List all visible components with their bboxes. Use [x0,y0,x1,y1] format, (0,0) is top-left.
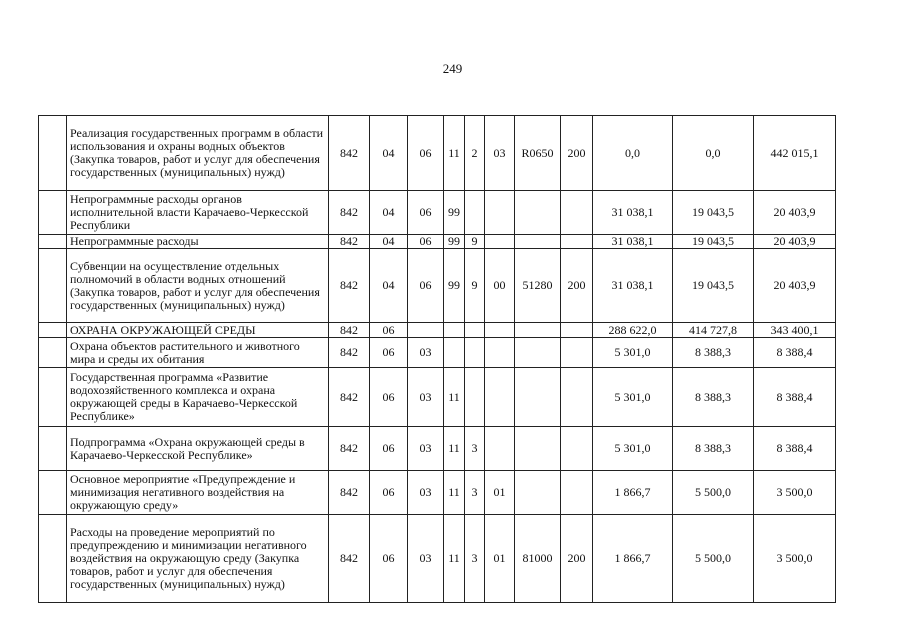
cell-c8 [561,368,593,427]
cell-c7 [515,235,561,249]
cell-c1: 842 [329,515,370,603]
cell-c4: 99 [444,249,465,323]
cell-c2: 04 [370,249,408,323]
cell-c3: 06 [408,116,444,191]
cell-c3: 06 [408,235,444,249]
row-name: ОХРАНА ОКРУЖАЮЩЕЙ СРЕДЫ [67,323,329,338]
cell-v3: 442 015,1 [754,116,836,191]
cell-c5: 3 [465,515,485,603]
cell-c2: 04 [370,116,408,191]
cell-v1: 31 038,1 [593,235,673,249]
cell-c7 [515,191,561,235]
cell-c7 [515,471,561,515]
table-row [39,116,836,191]
cell-c5 [465,191,485,235]
cell-c1: 842 [329,471,370,515]
cell-c8 [561,338,593,368]
row-margin-cell [39,338,67,368]
cell-c7: 51280 [515,249,561,323]
cell-c2: 06 [370,471,408,515]
cell-c6 [485,323,515,338]
table-body [39,116,836,603]
cell-v2: 8 388,3 [673,368,754,427]
cell-c6 [485,338,515,368]
cell-c5 [465,368,485,427]
cell-v1: 1 866,7 [593,471,673,515]
cell-v3: 343 400,1 [754,323,836,338]
cell-c1: 842 [329,338,370,368]
cell-c4: 99 [444,235,465,249]
cell-c1: 842 [329,191,370,235]
cell-c7: R0650 [515,116,561,191]
cell-c5 [465,323,485,338]
cell-c1: 842 [329,249,370,323]
cell-c4 [444,323,465,338]
row-margin-cell [39,323,67,338]
row-margin-cell [39,471,67,515]
cell-v3: 3 500,0 [754,515,836,603]
row-margin-cell [39,515,67,603]
cell-c6: 01 [485,471,515,515]
row-margin-cell [39,427,67,471]
cell-v3: 20 403,9 [754,191,836,235]
cell-v1: 288 622,0 [593,323,673,338]
cell-v1: 31 038,1 [593,249,673,323]
page-number: 249 [442,61,463,76]
cell-v2: 5 500,0 [673,515,754,603]
cell-c7 [515,427,561,471]
cell-c3: 03 [408,338,444,368]
table-row [39,471,836,515]
cell-c2: 04 [370,235,408,249]
cell-v2: 19 043,5 [673,249,754,323]
cell-v2: 8 388,3 [673,338,754,368]
cell-c4: 11 [444,515,465,603]
budget-table [38,115,836,603]
cell-v1: 5 301,0 [593,338,673,368]
table-row [39,338,836,368]
cell-c5 [465,338,485,368]
cell-c1: 842 [329,427,370,471]
cell-c6 [485,368,515,427]
cell-v1: 5 301,0 [593,368,673,427]
cell-v3: 20 403,9 [754,249,836,323]
cell-c1: 842 [329,323,370,338]
cell-c1: 842 [329,235,370,249]
cell-c5: 3 [465,427,485,471]
row-margin-cell [39,368,67,427]
row-name: Субвенции на осуществление отдельных полномочий в области водных отношений (Закупка товаров, работ и услуг для обеспечения государственных (муниципальных) нужд) [67,249,329,323]
cell-c5: 2 [465,116,485,191]
cell-v3: 3 500,0 [754,471,836,515]
cell-c3: 03 [408,515,444,603]
cell-c4 [444,338,465,368]
cell-c8 [561,427,593,471]
cell-v3: 8 388,4 [754,427,836,471]
cell-v2: 0,0 [673,116,754,191]
cell-c6: 03 [485,116,515,191]
cell-v2: 5 500,0 [673,471,754,515]
row-name: Расходы на проведение мероприятий по предупреждению и минимизации негативного воздействия на окружающую среду (Закупка товаров, работ и услуг для обеспечения государственных (муниципальных) нужд) [67,515,329,603]
cell-c3: 03 [408,471,444,515]
row-name: Реализация государственных программ в области использования и охраны водных объектов (Закупка товаров, работ и услуг для обеспечения государственных (муниципальных) нужд) [67,116,329,191]
table-row [39,427,836,471]
cell-c4: 99 [444,191,465,235]
cell-c4: 11 [444,116,465,191]
row-margin-cell [39,249,67,323]
cell-v2: 19 043,5 [673,191,754,235]
table-row [39,368,836,427]
cell-c5: 9 [465,235,485,249]
cell-c8: 200 [561,515,593,603]
cell-c6 [485,191,515,235]
row-margin-cell [39,191,67,235]
cell-c3 [408,323,444,338]
cell-c2: 04 [370,191,408,235]
table-row [39,235,836,249]
cell-v1: 5 301,0 [593,427,673,471]
cell-c4: 11 [444,427,465,471]
table-row [39,515,836,603]
cell-c6 [485,235,515,249]
cell-c6: 01 [485,515,515,603]
cell-v3: 8 388,4 [754,368,836,427]
cell-c7: 81000 [515,515,561,603]
table-row [39,249,836,323]
cell-v2: 19 043,5 [673,235,754,249]
row-name: Государственная программа «Развитие водохозяйственного комплекса и охрана окружающей среды в Карачаево-Черкесской Республике» [67,368,329,427]
cell-c2: 06 [370,368,408,427]
cell-c1: 842 [329,368,370,427]
cell-v2: 414 727,8 [673,323,754,338]
cell-c8 [561,471,593,515]
cell-c4: 11 [444,368,465,427]
cell-c7 [515,323,561,338]
row-margin-cell [39,235,67,249]
cell-c2: 06 [370,323,408,338]
table-row [39,191,836,235]
cell-c2: 06 [370,338,408,368]
cell-c7 [515,338,561,368]
cell-c3: 06 [408,191,444,235]
cell-c5: 3 [465,471,485,515]
cell-c8 [561,235,593,249]
cell-c3: 03 [408,427,444,471]
row-name: Охрана объектов растительного и животного мира и среды их обитания [67,338,329,368]
cell-v1: 1 866,7 [593,515,673,603]
table-row [39,323,836,338]
cell-c3: 06 [408,249,444,323]
cell-c5: 9 [465,249,485,323]
cell-v3: 20 403,9 [754,235,836,249]
cell-c8 [561,323,593,338]
row-margin-cell [39,116,67,191]
row-name: Основное мероприятие «Предупреждение и минимизация негативного воздействия на окружающую среду» [67,471,329,515]
cell-c6: 00 [485,249,515,323]
cell-c1: 842 [329,116,370,191]
row-name: Непрограммные расходы органов исполнительной власти Карачаево-Черкесской Республики [67,191,329,235]
cell-v2: 8 388,3 [673,427,754,471]
row-name: Подпрограмма «Охрана окружающей среды в Карачаево-Черкесской Республике» [67,427,329,471]
row-name: Непрограммные расходы [67,235,329,249]
cell-c3: 03 [408,368,444,427]
cell-v3: 8 388,4 [754,338,836,368]
cell-c4: 11 [444,471,465,515]
cell-c7 [515,368,561,427]
cell-v1: 31 038,1 [593,191,673,235]
cell-c8 [561,191,593,235]
cell-v1: 0,0 [593,116,673,191]
cell-c2: 06 [370,515,408,603]
cell-c2: 06 [370,427,408,471]
cell-c6 [485,427,515,471]
cell-c8: 200 [561,249,593,323]
cell-c8: 200 [561,116,593,191]
